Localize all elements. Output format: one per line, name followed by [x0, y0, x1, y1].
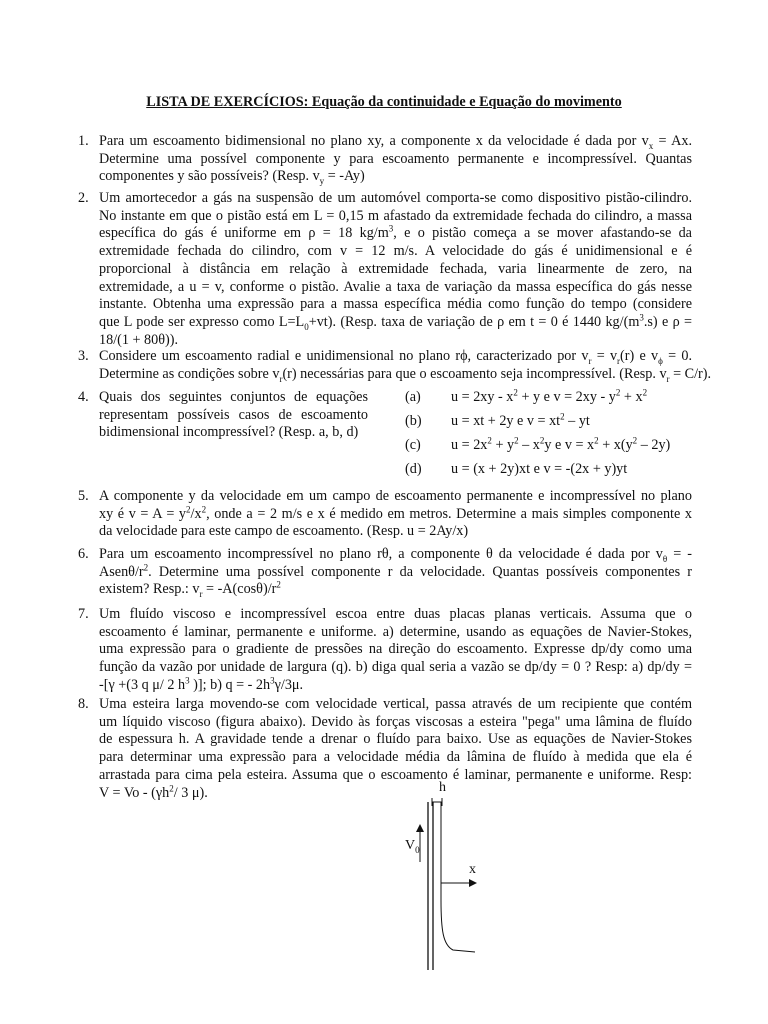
belt-figure — [395, 780, 515, 970]
option-equation: u = (x + 2y)xt e v = -(2x + y)yt — [451, 461, 628, 477]
text-line: que L pode ser expresso como $L=L_0+vt$). (Resp. taxa de variação de ρ em t = 0 é 1440 $kg/(m^3.s)$ e ρ = — [99, 312, 693, 332]
page-title: LISTA DE EXERCÍCIOS: Equação da continuidade e Equação do movimento — [146, 94, 622, 110]
x-label: x — [469, 862, 476, 877]
text-line: proporcional à distância em relação à extremidade fechada, varia linearmente de zero, na — [99, 260, 692, 277]
velocity-arrow-head — [416, 824, 424, 832]
h-label: h — [439, 780, 446, 795]
text-line: função da vazão por unidade de largura (q). b) diga qual seria a vazão se dp/dy = 0 ? Resp: a) dp/dy = — [99, 659, 692, 676]
question-5 — [78, 488, 692, 542]
text-line: Para um escoamento incompressível no plano rθ, a componente θ da velocidade é dada por $v_\theta$ = - — [99, 546, 693, 564]
text-line: Asenθ/$r^2$. Determine uma possível componente r da velocidade. Quantas possíveis componentes r — [99, 561, 692, 580]
text-line: arrastada para cima pela esteira. Assuma que o escoamento é laminar, permanente e uniforme. Resp: — [99, 766, 692, 783]
text-line: Uma esteira larga movendo-se com velocidade vertical, passa através de um recipiente que contém — [99, 696, 692, 712]
question-number: 8. — [78, 696, 89, 712]
question-number: 6. — [78, 546, 89, 562]
text-line: xy é $v = A = y^2/x^2$, onde a = 2 m/s e x é medido em metros. Determine a mais simples componente x — [99, 503, 692, 522]
text-line: Determine as condições sobre $v_r(r)$ necessárias para que o escoamento seja incompressível. (Resp. $v_r = C/r$). — [99, 365, 712, 384]
text-line: -[γ +(3 q μ/ 2 $h^3$ )]; b) q = - $2h^3\gamma/3\mu$. — [99, 675, 304, 693]
text-line: para determinar uma expressão para a velocidade média da lâmina de fluído à medida que ela é — [99, 749, 692, 766]
question-number: 5. — [78, 488, 89, 504]
text-line: extremidade, a u = v, conforme o pistão. Avalie a taxa de variação da massa específica do gás nesse — [99, 278, 692, 295]
option-label: (d) — [405, 461, 422, 477]
text-line: Considere um escoamento radial e unidimensional no plano rϕ, caracterizado por $v_r = v_r(r)$ e $v_\phi = 0$. — [99, 348, 692, 366]
question-number: 2. — [78, 190, 89, 206]
text-line: de espessura h. A gravidade tende a drenar o fluído para baixo. Use as equações de Navier-Stokes — [99, 731, 692, 748]
question-2 — [78, 190, 692, 350]
text-line: bidimensional incompressível? (Resp. a, b, d) — [99, 424, 359, 441]
text-line: um líquido viscoso (figura abaixo). Devido às forças viscosas a esteira "pega" uma lâmina de fluído — [99, 713, 692, 730]
text-line: Quais dos seguintes conjuntos de equações — [99, 389, 368, 405]
question-3 — [78, 348, 712, 384]
text-line: representam possíveis casos de escoamento — [99, 406, 368, 423]
question-number: 1. — [78, 133, 89, 149]
text-line: Determine uma possível componente y para escoamento permanente e incompressível. Quantas — [99, 150, 692, 167]
option-label: (c) — [405, 437, 421, 453]
text-line: existem? Resp.: $v_r = -A(\cos\theta)/r^2$ — [99, 579, 281, 600]
text-line: Um amortecedor a gás na suspensão de um automóvel comporta-se como dispositivo pistão-cilindro. — [99, 190, 692, 206]
question-4 — [78, 389, 378, 445]
v0-label: $V_0$ — [405, 838, 420, 855]
text-line: extremidade fechada do cilindro, com v = 12 m/s. A velocidade do gás é unidimensional e é — [99, 243, 692, 260]
question-number: 7. — [78, 606, 89, 622]
question-8 — [78, 696, 692, 804]
question-1 — [78, 133, 692, 187]
text-line: $V = Vo - (\gamma h^2/$ 3 μ). — [99, 782, 208, 801]
text-line: da velocidade para este campo de escoamento. (Resp. u = 2Ay/x) — [99, 523, 469, 540]
question-number: 4. — [78, 389, 89, 405]
x-axis-arrow-head — [469, 879, 477, 887]
text-line: 18/(1 + 80θ)). — [99, 331, 179, 348]
option-label: (b) — [405, 413, 422, 429]
text-line: específica do gás é uniforme em ρ = 18 $kg/m^3$, e o pistão começa a se mover afastando-se da — [99, 223, 692, 242]
belt-diagram — [395, 780, 515, 970]
question-7 — [78, 606, 692, 696]
text-line: uma expressão para o gradiente de pressões na direção do escoamento. Expresse dp/dy como uma — [99, 641, 692, 658]
text-line: Para um escoamento bidimensional no plano xy, a componente x da velocidade é dada por $v_x = Ax$. — [99, 133, 692, 151]
question-number: 3. — [78, 348, 89, 364]
text-line: escoamento é laminar, permanente e uniforme. a) determine, usando as equações de Navier-Stokes, — [99, 623, 692, 640]
text-line: No instante em que o pistão está em L = 0,15 m afastado da extremidade fechada do cilindro, a massa — [99, 207, 692, 224]
question-6 — [78, 546, 692, 600]
option-equation: $u = 2x^2 + y^2 - x^2y$ e $v = x^2 + x(y^2 - 2y)$ — [451, 435, 671, 453]
option-label: (a) — [405, 389, 421, 405]
text-line: instante. Obtenha uma expressão para a massa específica média como função do tempo (considere — [99, 296, 692, 313]
option-equation: $u = 2xy - x^2 + y$ e $v = 2xy - y^2 + x^2$ — [451, 387, 648, 405]
option-equation: u = xt + 2y e $v = xt^2$ – yt — [451, 411, 590, 429]
text-line: A componente y da velocidade em um campo de escoamento permanente e incompressível no plano — [99, 488, 692, 504]
text-line: Um fluído viscoso e incompressível escoa entre duas placas planas verticais. Assuma que o — [99, 606, 692, 622]
text-line: componentes y são possíveis? (Resp. $v_y = -Ay$) — [99, 168, 365, 187]
